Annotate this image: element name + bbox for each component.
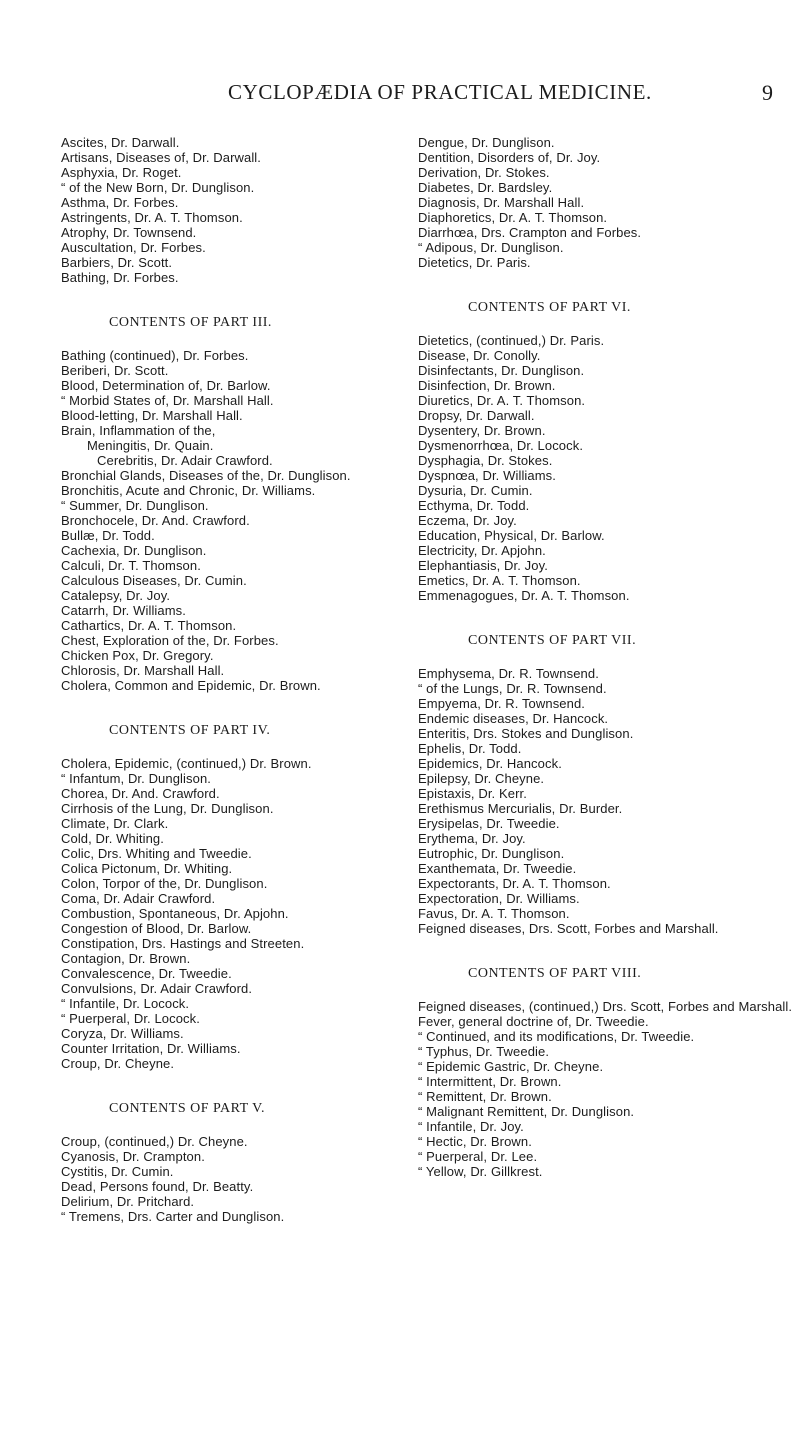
index-entry: Feigned diseases, (continued,) Drs. Scott, Forbes and Marshall. — [418, 999, 793, 1014]
left-block-1 — [61, 135, 451, 285]
index-entry: Astringents, Dr. A. T. Thomson. — [61, 210, 243, 225]
index-entry: Cathartics, Dr. A. T. Thomson. — [61, 618, 237, 633]
section-heading: CONTENTS OF PART VIII. — [468, 966, 642, 981]
index-entry: Fever, general doctrine of, Dr. Tweedie. — [418, 1014, 649, 1029]
index-entry: Dropsy, Dr. Darwall. — [418, 408, 535, 423]
index-entry: Atrophy, Dr. Townsend. — [61, 225, 197, 240]
index-entry: Cystitis, Dr. Cumin. — [61, 1164, 174, 1179]
index-entry: Dentition, Disorders of, Dr. Joy. — [418, 150, 601, 165]
index-entry: Empyema, Dr. R. Townsend. — [418, 696, 585, 711]
index-entry: Auscultation, Dr. Forbes. — [61, 240, 206, 255]
index-entry: Education, Physical, Dr. Barlow. — [418, 528, 605, 543]
index-entry: “ of the New Born, Dr. Dunglison. — [61, 180, 255, 195]
index-entry: Emetics, Dr. A. T. Thomson. — [418, 573, 581, 588]
right-block-1 — [418, 135, 800, 270]
index-entry: Dead, Persons found, Dr. Beatty. — [61, 1179, 254, 1194]
index-entry: “ of the Lungs, Dr. R. Townsend. — [418, 681, 607, 696]
index-entry: Counter Irritation, Dr. Williams. — [61, 1041, 241, 1056]
index-entry: Diabetes, Dr. Bardsley. — [418, 180, 553, 195]
index-entry: Bronchitis, Acute and Chronic, Dr. Williams. — [61, 483, 316, 498]
index-entry: “ Malignant Remittent, Dr. Dunglison. — [418, 1104, 635, 1119]
index-entry: Chest, Exploration of the, Dr. Forbes. — [61, 633, 279, 648]
index-entry: Asthma, Dr. Forbes. — [61, 195, 179, 210]
left-column — [61, 135, 451, 1224]
section-heading: CONTENTS OF PART VI. — [468, 300, 631, 315]
index-entry: Colic, Drs. Whiting and Tweedie. — [61, 846, 252, 861]
index-entry: Calculous Diseases, Dr. Cumin. — [61, 573, 247, 588]
index-entry: “ Typhus, Dr. Tweedie. — [418, 1044, 550, 1059]
index-entry: Bathing (continued), Dr. Forbes. — [61, 348, 249, 363]
index-entry: Diuretics, Dr. A. T. Thomson. — [418, 393, 586, 408]
index-entry: Bullæ, Dr. Todd. — [61, 528, 155, 543]
index-entry: Congestion of Blood, Dr. Barlow. — [61, 921, 252, 936]
index-entry: Expectoration, Dr. Williams. — [418, 891, 580, 906]
index-entry: Constipation, Drs. Hastings and Streeten. — [61, 936, 305, 951]
index-entry: Climate, Dr. Clark. — [61, 816, 169, 831]
index-entry: Blood, Determination of, Dr. Barlow. — [61, 378, 271, 393]
index-entry: Calculi, Dr. T. Thomson. — [61, 558, 201, 573]
index-entry: “ Summer, Dr. Dunglison. — [61, 498, 209, 513]
index-entry: Cyanosis, Dr. Crampton. — [61, 1149, 205, 1164]
index-entry: Cirrhosis of the Lung, Dr. Dunglison. — [61, 801, 274, 816]
index-entry: Brain, Inflammation of the, — [61, 423, 216, 438]
index-entry: Chlorosis, Dr. Marshall Hall. — [61, 663, 225, 678]
index-entry: “ Infantum, Dr. Dunglison. — [61, 771, 211, 786]
index-entry: Combustion, Spontaneous, Dr. Apjohn. — [61, 906, 289, 921]
index-entry: Derivation, Dr. Stokes. — [418, 165, 550, 180]
index-entry: Dietetics, (continued,) Dr. Paris. — [418, 333, 605, 348]
index-entry: Dengue, Dr. Dunglison. — [418, 135, 555, 150]
left-block-2 — [61, 348, 451, 693]
index-entry: Coma, Dr. Adair Crawford. — [61, 891, 216, 906]
section-heading: CONTENTS OF PART VII. — [468, 633, 637, 648]
section-heading: CONTENTS OF PART IV. — [109, 723, 271, 738]
index-entry: Convulsions, Dr. Adair Crawford. — [61, 981, 253, 996]
index-entry: “ Epidemic Gastric, Dr. Cheyne. — [418, 1059, 604, 1074]
index-entry: Colon, Torpor of the, Dr. Dunglison. — [61, 876, 268, 891]
index-entry: Bathing, Dr. Forbes. — [61, 270, 179, 285]
index-entry: Bronchial Glands, Diseases of the, Dr. Dunglison. — [61, 468, 351, 483]
index-entry: Dyspnœa, Dr. Williams. — [418, 468, 556, 483]
index-entry: Cachexia, Dr. Dunglison. — [61, 543, 207, 558]
index-entry: “ Adipous, Dr. Dunglison. — [418, 240, 564, 255]
right-block-2 — [418, 333, 800, 603]
index-entry: Diaphoretics, Dr. A. T. Thomson. — [418, 210, 608, 225]
index-entry: Contagion, Dr. Brown. — [61, 951, 191, 966]
index-entry: Cholera, Epidemic, (continued,) Dr. Brown. — [61, 756, 312, 771]
index-entry: Coryza, Dr. Williams. — [61, 1026, 184, 1041]
index-entry: “ Remittent, Dr. Brown. — [418, 1089, 552, 1104]
index-entry: Dietetics, Dr. Paris. — [418, 255, 531, 270]
index-entry: Ephelis, Dr. Todd. — [418, 741, 522, 756]
index-entry: Exanthemata, Dr. Tweedie. — [418, 861, 577, 876]
index-entry: “ Infantile, Dr. Joy. — [418, 1119, 524, 1134]
index-entry: Dysphagia, Dr. Stokes. — [418, 453, 553, 468]
index-entry: Cerebritis, Dr. Adair Crawford. — [97, 453, 273, 468]
index-entry: Endemic diseases, Dr. Hancock. — [418, 711, 609, 726]
index-entry: Erysipelas, Dr. Tweedie. — [418, 816, 560, 831]
index-entry: Disinfection, Dr. Brown. — [418, 378, 556, 393]
index-entry: Chorea, Dr. And. Crawford. — [61, 786, 220, 801]
index-entry: Dysmenorrhœa, Dr. Locock. — [418, 438, 584, 453]
index-entry: “ Continued, and its modifications, Dr. Tweedie. — [418, 1029, 695, 1044]
index-entry: Bronchocele, Dr. And. Crawford. — [61, 513, 250, 528]
index-entry: Beriberi, Dr. Scott. — [61, 363, 169, 378]
index-entry: Meningitis, Dr. Quain. — [87, 438, 214, 453]
index-entry: Chicken Pox, Dr. Gregory. — [61, 648, 214, 663]
right-block-4 — [418, 999, 800, 1179]
index-entry: Ascites, Dr. Darwall. — [61, 135, 180, 150]
index-entry: Emphysema, Dr. R. Townsend. — [418, 666, 599, 681]
index-entry: “ Puerperal, Dr. Locock. — [61, 1011, 200, 1026]
index-entry: Croup, (continued,) Dr. Cheyne. — [61, 1134, 248, 1149]
index-entry: Dysentery, Dr. Brown. — [418, 423, 546, 438]
index-entry: Favus, Dr. A. T. Thomson. — [418, 906, 570, 921]
index-entry: Ecthyma, Dr. Todd. — [418, 498, 530, 513]
index-entry: Diarrhœa, Drs. Crampton and Forbes. — [418, 225, 642, 240]
index-entry: Cholera, Common and Epidemic, Dr. Brown. — [61, 678, 321, 693]
index-entry: Enteritis, Drs. Stokes and Dunglison. — [418, 726, 634, 741]
index-entry: Eutrophic, Dr. Dunglison. — [418, 846, 565, 861]
index-entry: “ Hectic, Dr. Brown. — [418, 1134, 532, 1149]
index-entry: “ Puerperal, Dr. Lee. — [418, 1149, 538, 1164]
index-entry: Disinfectants, Dr. Dunglison. — [418, 363, 585, 378]
index-entry: Colica Pictonum, Dr. Whiting. — [61, 861, 233, 876]
index-entry: Blood-letting, Dr. Marshall Hall. — [61, 408, 243, 423]
index-entry: “ Tremens, Drs. Carter and Dunglison. — [61, 1209, 285, 1224]
index-entry: “ Yellow, Dr. Gillkrest. — [418, 1164, 543, 1179]
index-entry: Diagnosis, Dr. Marshall Hall. — [418, 195, 585, 210]
page-number: 9 — [762, 80, 773, 105]
index-entry: Expectorants, Dr. A. T. Thomson. — [418, 876, 611, 891]
index-entry: Erethismus Mercurialis, Dr. Burder. — [418, 801, 623, 816]
index-entry: Delirium, Dr. Pritchard. — [61, 1194, 195, 1209]
index-entry: “ Morbid States of, Dr. Marshall Hall. — [61, 393, 274, 408]
index-entry: Disease, Dr. Conolly. — [418, 348, 541, 363]
index-entry: “ Infantile, Dr. Locock. — [61, 996, 190, 1011]
index-entry: Epidemics, Dr. Hancock. — [418, 756, 562, 771]
index-entry: Elephantiasis, Dr. Joy. — [418, 558, 548, 573]
index-entry: Feigned diseases, Drs. Scott, Forbes and Marshall. — [418, 921, 719, 936]
index-entry: Convalescence, Dr. Tweedie. — [61, 966, 232, 981]
index-entry: Artisans, Diseases of, Dr. Darwall. — [61, 150, 262, 165]
index-entry: Croup, Dr. Cheyne. — [61, 1056, 175, 1071]
index-entry: Catarrh, Dr. Williams. — [61, 603, 186, 618]
left-block-3 — [61, 756, 451, 1071]
index-entry: Electricity, Dr. Apjohn. — [418, 543, 546, 558]
index-entry: Cold, Dr. Whiting. — [61, 831, 164, 846]
index-entry: Barbiers, Dr. Scott. — [61, 255, 173, 270]
index-entry: Dysuria, Dr. Cumin. — [418, 483, 533, 498]
section-heading: CONTENTS OF PART III. — [109, 315, 272, 330]
index-entry: Catalepsy, Dr. Joy. — [61, 588, 171, 603]
left-block-4 — [61, 1134, 451, 1224]
index-entry: Eczema, Dr. Joy. — [418, 513, 517, 528]
index-entry: Epistaxis, Dr. Kerr. — [418, 786, 527, 801]
index-entry: “ Intermittent, Dr. Brown. — [418, 1074, 562, 1089]
index-entry: Asphyxia, Dr. Roget. — [61, 165, 182, 180]
index-entry: Emmenagogues, Dr. A. T. Thomson. — [418, 588, 630, 603]
index-entry: Epilepsy, Dr. Cheyne. — [418, 771, 545, 786]
index-entry: Erythema, Dr. Joy. — [418, 831, 526, 846]
right-block-3 — [418, 666, 800, 936]
section-heading: CONTENTS OF PART V. — [109, 1101, 265, 1116]
running-title: CYCLOPÆDIA OF PRACTICAL MEDICINE. — [228, 80, 652, 104]
right-column — [418, 135, 800, 1179]
